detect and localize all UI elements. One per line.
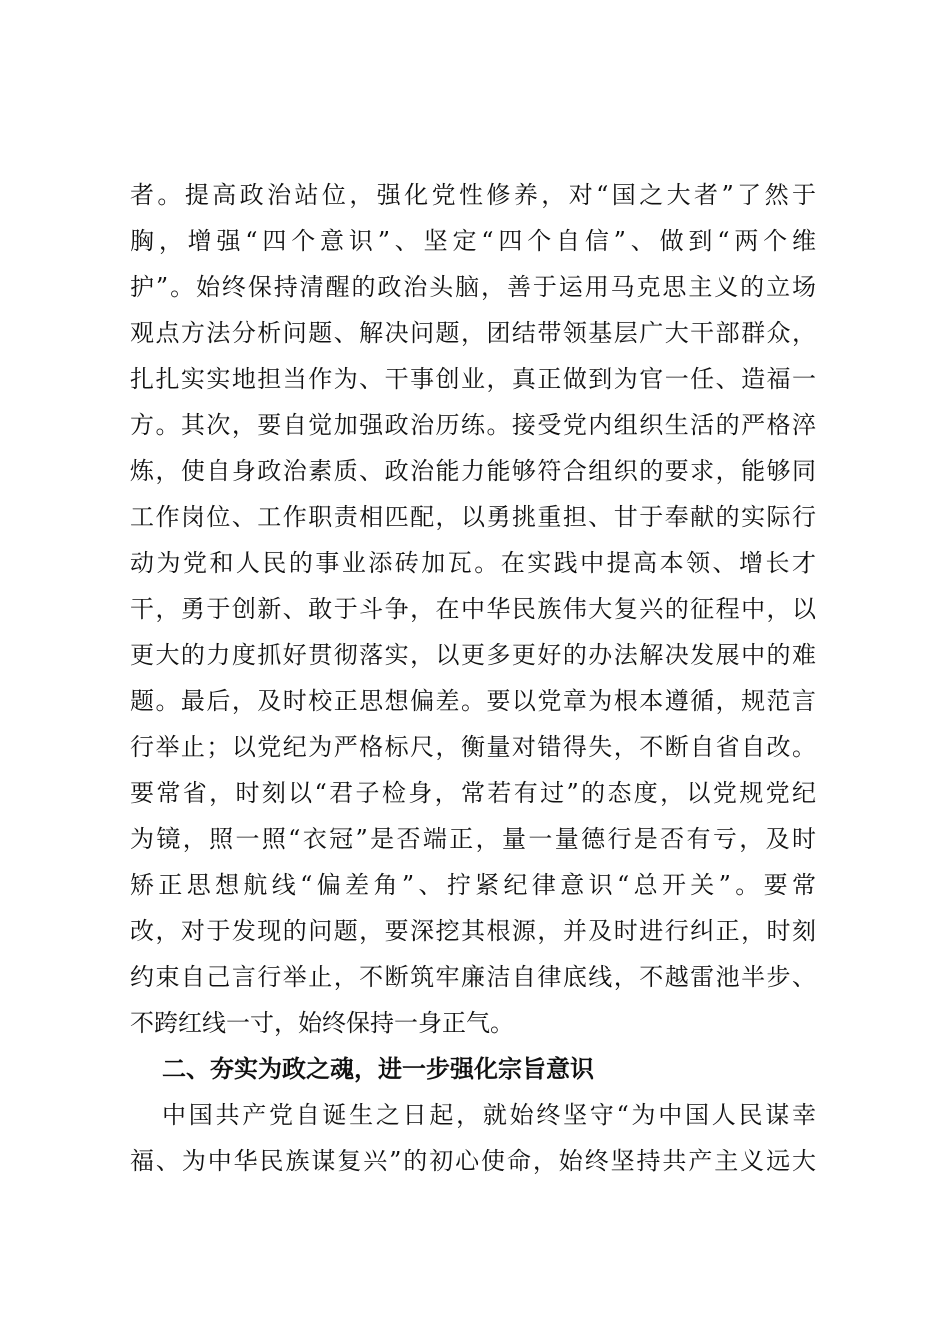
- section-heading: 二、夯实为政之魂，进一步强化宗旨意识: [162, 1055, 594, 1083]
- text-line: 行举止；以党纪为严格标尺，衡量对错得失，不断自省自改。: [130, 733, 816, 761]
- text-line: 中国共产党自诞生之日起，就始终坚守“为中国人民谋幸: [162, 1101, 816, 1129]
- text-line: 不跨红线一寸，始终保持一身正气。: [130, 1009, 514, 1037]
- text-line: 改，对于发现的问题，要深挖其根源，并及时进行纠正，时刻: [130, 917, 816, 945]
- text-line: 为镜，照一照“衣冠”是否端正，量一量德行是否有亏，及时: [130, 825, 816, 853]
- text-line: 题。最后，及时校正思想偏差。要以党章为根本遵循，规范言: [130, 687, 816, 715]
- text-line: 胸，增强“四个意识”、坚定“四个自信”、做到“两个维: [130, 227, 816, 255]
- text-line: 干，勇于创新、敢于斗争，在中华民族伟大复兴的征程中，以: [130, 595, 816, 623]
- text-line: 扎扎实实地担当作为、干事创业，真正做到为官一任、造福一: [130, 365, 816, 393]
- text-line: 福、为中华民族谋复兴”的初心使命，始终坚持共产主义远大: [130, 1147, 816, 1175]
- text-line: 矫正思想航线“偏差角”、拧紧纪律意识“总开关”。要常: [130, 871, 816, 899]
- document-page: [130, 172, 816, 1184]
- paragraph-2: [130, 1092, 816, 1184]
- text-line: 观点方法分析问题、解决问题，团结带领基层广大干部群众，: [130, 319, 816, 347]
- text-line: 约束自己言行举止，不断筑牢廉洁自律底线，不越雷池半步、: [130, 963, 816, 991]
- text-line: 炼，使自身政治素质、政治能力能够符合组织的要求，能够同: [130, 457, 816, 485]
- text-line: 者。提高政治站位，强化党性修养，对“国之大者”了然于: [130, 181, 816, 209]
- paragraph-1: [130, 172, 816, 1046]
- text-line: 护”。始终保持清醒的政治头脑，善于运用马克思主义的立场: [130, 273, 816, 301]
- text-line: 要常省，时刻以“君子检身，常若有过”的态度，以党规党纪: [130, 779, 816, 807]
- text-line: 动为党和人民的事业添砖加瓦。在实践中提高本领、增长才: [130, 549, 816, 577]
- text-line: 更大的力度抓好贯彻落实，以更多更好的办法解决发展中的难: [130, 641, 816, 669]
- text-line: 方。其次，要自觉加强政治历练。接受党内组织生活的严格淬: [130, 411, 816, 439]
- text-line: 工作岗位、工作职责相匹配，以勇挑重担、甘于奉献的实际行: [130, 503, 816, 531]
